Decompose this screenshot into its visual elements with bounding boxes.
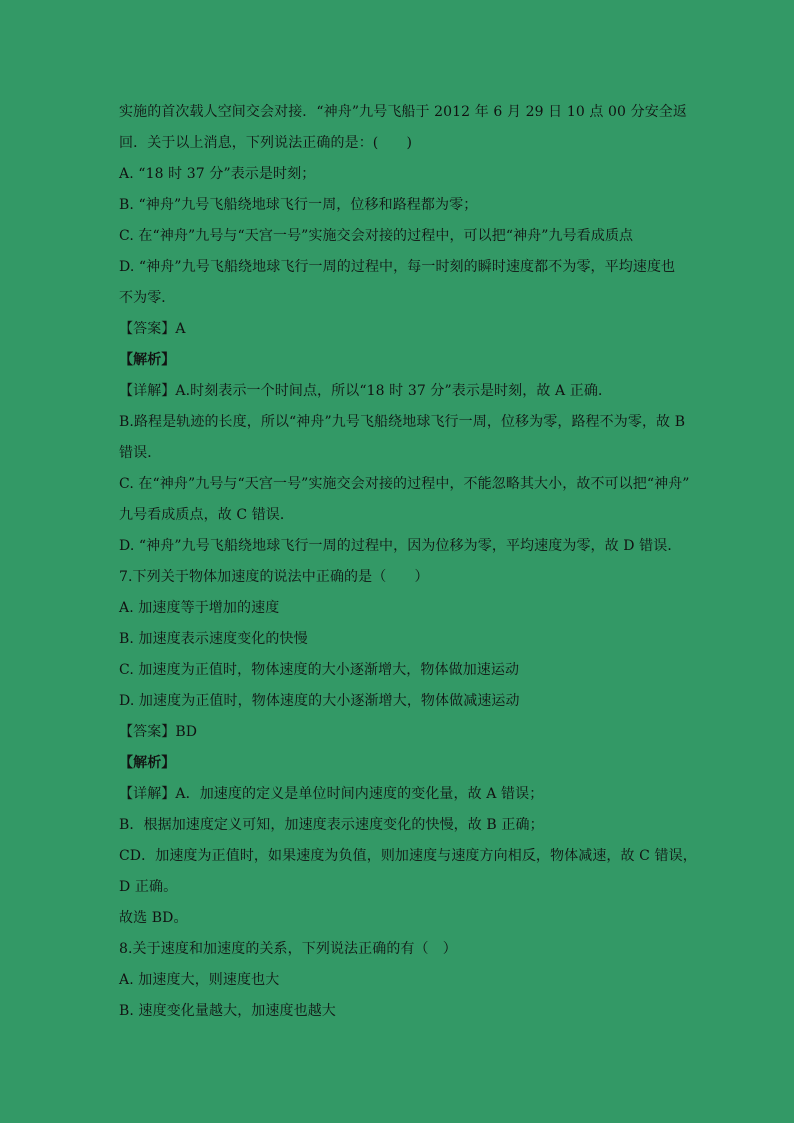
question-6-option-b: B. “神舟”九号飞船绕地球飞行一周，位移和路程都为零； [119, 197, 478, 213]
question-6-option-d-line-1: D. “神舟”九号飞船绕地球飞行一周的过程中，每一时刻的瞬时速度都不为零，平均速度也 [119, 259, 676, 275]
question-7-option-a: A. 加速度等于增加的速度 [119, 600, 280, 616]
question-6-detail-c-line-2: 九号看成质点，故 C 错误． [119, 507, 295, 523]
question-6-detail-a: 【详解】A.时刻表示一个时间点，所以“18 时 37 分”表示是时刻，故 A 正确． [119, 383, 613, 399]
question-6-stem-line-2: 回．关于以上消息，下列说法正确的是：( ) [119, 135, 413, 151]
question-6-option-d-line-2: 不为零． [119, 290, 176, 306]
question-6-stem-line-1: 实施的首次载人空间交会对接．“神舟”九号飞船于 2012 年 6 月 29 日 10 点 00 分安全返 [119, 104, 687, 120]
question-8-stem: 8.关于速度和加速度的关系，下列说法正确的有（ ） [119, 941, 457, 957]
question-6-detail-d: D. “神舟”九号飞船绕地球飞行一周的过程中，因为位移为零，平均速度为零，故 D 错误． [119, 538, 682, 554]
question-7-analysis-heading: 【解析】 [119, 755, 176, 771]
question-6-option-a: A. “18 时 37 分”表示是时刻； [119, 166, 316, 182]
question-7-conclusion: 故选 BD。 [119, 910, 188, 926]
question-6-option-c: C. 在“神舟”九号与“天宫一号”实施交会对接的过程中，可以把“神舟”九号看成质点 [119, 228, 634, 244]
question-7-detail-b: B．根据加速度定义可知，加速度表示速度变化的快慢，故 B 正确； [119, 817, 544, 833]
question-7-detail-cd-line-2: D 正确。 [119, 879, 178, 895]
question-7-option-c: C. 加速度为正值时，物体速度的大小逐渐增大，物体做加速运动 [119, 662, 520, 678]
question-7-detail-cd-line-1: CD．加速度为正值时，如果速度为负值，则加速度与速度方向相反，物体减速，故 C 错误， [119, 848, 697, 864]
question-8-option-a: A. 加速度大，则速度也大 [119, 972, 280, 988]
question-7-option-d: D. 加速度为正值时，物体速度的大小逐渐增大，物体做减速运动 [119, 693, 520, 709]
question-6-detail-b-line-2: 错误． [119, 445, 162, 461]
question-6-answer: 【答案】A [119, 321, 186, 337]
question-6-detail-c-line-1: C. 在“神舟”九号与“天宫一号”实施交会对接的过程中，不能忽略其大小，故不可以把“神舟” [119, 476, 690, 492]
question-7-detail-a: 【详解】A．加速度的定义是单位时间内速度的变化量，故 A 错误； [119, 786, 544, 802]
question-7-option-b: B. 加速度表示速度变化的快慢 [119, 631, 308, 647]
question-7-answer: 【答案】BD [119, 724, 198, 740]
question-7-stem: 7.下列关于物体加速度的说法中正确的是（ ） [119, 569, 429, 585]
question-6-analysis-heading: 【解析】 [119, 352, 176, 368]
question-6-detail-b-line-1: B.路程是轨迹的长度，所以“神舟”九号飞船绕地球飞行一周，位移为零，路程不为零，故 B [119, 414, 686, 430]
question-8-option-b: B. 速度变化量越大，加速度也越大 [119, 1003, 336, 1019]
